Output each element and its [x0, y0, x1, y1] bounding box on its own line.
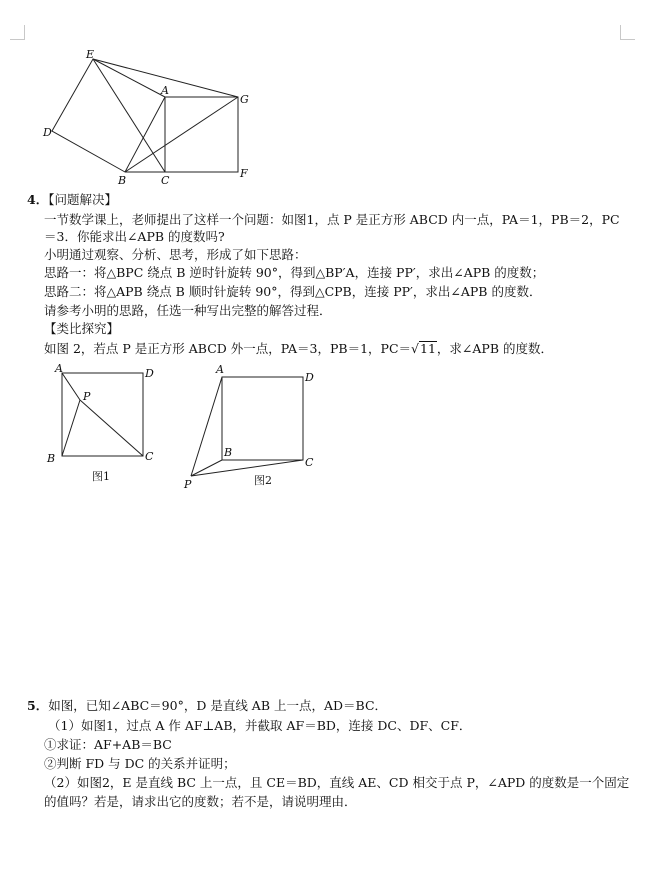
- label-f: F: [240, 167, 248, 180]
- fig2-caption: 图2: [254, 474, 272, 487]
- fig2-label-d: D: [305, 371, 314, 384]
- figure2: [180, 360, 330, 490]
- fig1-caption: 图1: [92, 470, 110, 483]
- problem5-line4: ②判断 FD 与 DC 的关系并证明；: [44, 756, 236, 771]
- problem4-line7-post: ，求∠APB 的度数．: [436, 341, 553, 356]
- problem5-line1: [27, 697, 387, 715]
- top-square-agfc: [165, 97, 238, 172]
- problem4-line1: 一节数学课上，老师提出了这样一个问题：如图1，点 P 是正方形 ABCD 内一点，PA＝1，PB＝2，PC: [44, 212, 620, 227]
- problem4-heading: [27, 191, 117, 209]
- label-c: C: [161, 174, 170, 187]
- problem4-line7-pre: 如图 2，若点 P 是正方形 ABCD 外一点，PA＝3，PB＝1，PC＝: [44, 341, 412, 356]
- fig2-label-b: B: [224, 446, 233, 459]
- problem4-line3: 小明通过观察、分析、思考，形成了如下思路：: [44, 247, 307, 262]
- problem4-line7: 如图 2，若点 P 是正方形 ABCD 外一点，PA＝3，PB＝1，PC＝√11，求∠APB 的度数．: [44, 341, 553, 356]
- segment-bg: [125, 97, 238, 172]
- problem4-line4: 思路一：将△BPC 绕点 B 逆时针旋转 90°，得到△BP′A，连接 PP′，求出∠APB 的度数；: [44, 265, 545, 280]
- problem4-line5: 思路二：将△APB 绕点 B 顺时针旋转 90°，得到△CPB，连接 PP′，求出∠APB 的度数．: [44, 284, 542, 299]
- fig1-label-c: C: [145, 450, 154, 463]
- fig2-label-a: A: [216, 363, 224, 376]
- problem4-tag2: 【类比探究】: [44, 321, 120, 336]
- problem4-number: 4．: [27, 192, 49, 207]
- problem4-line6: 请参考小明的思路，任选一种写出完整的解答过程．: [44, 303, 332, 318]
- problem4-tag: 【问题解决】: [48, 192, 117, 207]
- figure1: [40, 360, 160, 490]
- fig2-label-c: C: [305, 456, 314, 469]
- fig1-pa: [62, 373, 80, 400]
- problem5-line5: （2）如图2，E 是直线 BC 上一点，且 CE＝BD，直线 AE、CD 相交于点 P，∠APD 的度数是一个固定: [44, 775, 630, 790]
- fig1-label-a: A: [55, 362, 63, 375]
- top-square-edcb: [52, 59, 165, 172]
- fig1-pc: [80, 400, 143, 456]
- problem4-line7-root: 11: [420, 341, 436, 356]
- problem5-number: 5．: [27, 698, 49, 713]
- top-geometry-figure: [0, 0, 650, 200]
- fig2-pa: [191, 377, 222, 476]
- problem5-line1-text: 如图，已知∠ABC＝90°，D 是直线 AB 上一点，AD＝BC．: [48, 698, 388, 713]
- segment-ec: [93, 59, 165, 172]
- problem4-line2: ＝3．你能求出∠APB 的度数吗?: [44, 229, 225, 244]
- fig2-pc: [191, 460, 303, 476]
- fig2-square: [222, 377, 303, 460]
- label-g: G: [240, 93, 249, 106]
- label-d: D: [43, 126, 52, 139]
- fig1-label-p: P: [83, 390, 91, 403]
- fig1-label-d: D: [145, 367, 154, 380]
- problem5-line6: 的值吗？若是，请求出它的度数；若不是，请说明理由．: [44, 794, 357, 809]
- fig2-label-p: P: [184, 478, 192, 491]
- fig1-square: [62, 373, 143, 456]
- label-a: A: [161, 84, 169, 97]
- fig1-pb: [62, 400, 80, 456]
- problem5-line2: （1）如图1，过点 A 作 AF⊥AB，并截取 AF＝BD，连接 DC、DF、CF．: [48, 718, 472, 733]
- fig1-label-b: B: [47, 452, 56, 465]
- label-e: E: [86, 48, 95, 61]
- label-b: B: [118, 174, 127, 187]
- problem5-line3: ①求证：AF+AB＝BC: [44, 737, 172, 752]
